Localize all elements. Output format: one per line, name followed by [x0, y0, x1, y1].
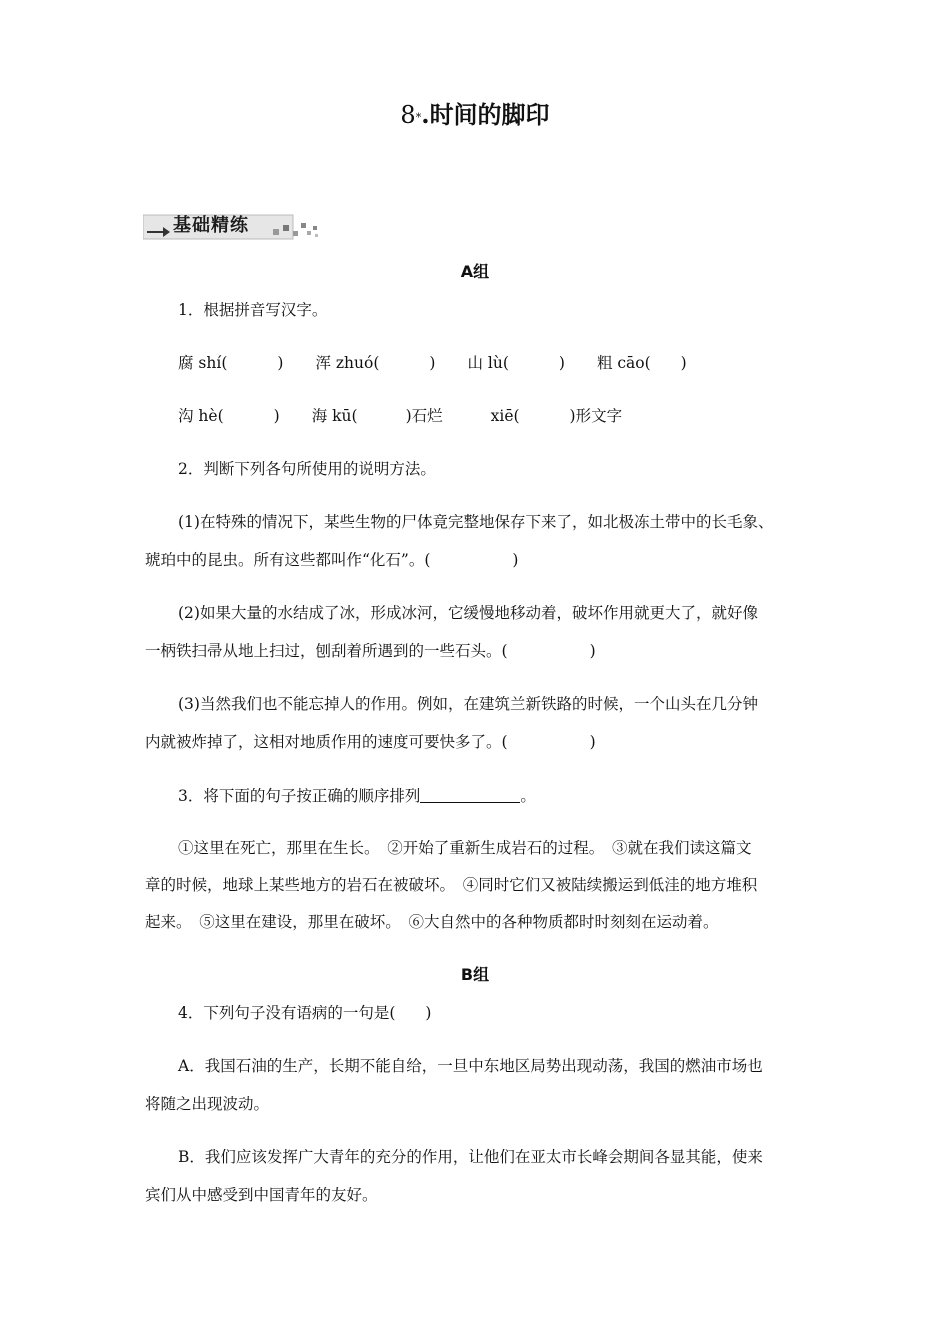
q1-r1-3: ) — [429, 354, 436, 372]
q1-r2-4: xiē( — [490, 407, 520, 425]
q2-s1-text: 琥珀中的昆虫。所有这些都叫作“化石”。( — [145, 551, 431, 569]
q2-s3-line2 — [145, 732, 596, 752]
q1-r2-0: 沟 hè( — [178, 407, 224, 425]
banner-label: 基础精练 — [173, 215, 249, 236]
q4-option-a-line1: A．我国石油的生产，长期不能自给，一旦中东地区局势出现动荡，我国的燃油市场也 — [178, 1057, 763, 1075]
q2-s2-text: 一柄铁扫帚从地上扫过，刨刮着所遇到的一些石头。( — [145, 642, 508, 660]
group-b-heading: B组 — [460, 965, 490, 984]
lesson-star: * — [415, 111, 422, 124]
group-a-heading: A组 — [460, 262, 490, 281]
q3-stem-end: 。 — [520, 787, 536, 805]
q4-option-b-line2: 宾们从中感受到中国青年的友好。 — [145, 1186, 378, 1204]
q2-s2-line2 — [145, 641, 596, 661]
q4-stem-line — [178, 1003, 431, 1023]
q2-s3-line1: (3)当然我们也不能忘掉人的作用。例如，在建筑兰新铁路的时候，一个山头在几分钟 — [178, 695, 758, 713]
q2-s1-line2 — [145, 550, 518, 570]
q1-r1-0: 腐 shí( — [178, 354, 228, 372]
q2-s1-line1: (1)在特殊的情况下，某些生物的尸体竟完整地保存下来了，如北极冻土带中的长毛象、 — [178, 513, 774, 531]
q1-r1-1: ) — [277, 354, 284, 372]
q2-s2-line1: (2)如果大量的水结成了冰，形成冰河，它缓慢地移动着，破坏作用就更大了，就好像 — [178, 604, 758, 622]
q1-r1-5: ) — [558, 354, 565, 372]
q3-answer-blank — [420, 786, 520, 803]
q2-s1-close: ) — [512, 551, 519, 569]
q1-r1-2: 浑 zhuó( — [315, 354, 380, 372]
q1-r1-7: ) — [680, 354, 687, 372]
q4-option-b-line1: B．我们应该发挥广大青年的充分的作用，让他们在亚太市长峰会期间各显其能，使来 — [178, 1148, 763, 1166]
q2-s3-text: 内就被炸掉了，这相对地质作用的速度可要快多了。( — [145, 733, 508, 751]
q1-stem: 1．根据拼音写汉字。 — [178, 301, 328, 319]
q1-r1-6: 粗 cāo( — [596, 354, 651, 372]
q3-stem-line — [178, 786, 536, 806]
q2-s3-close: ) — [589, 733, 596, 751]
title-text: 时间的脚印 — [429, 100, 550, 129]
page-title — [0, 100, 950, 133]
q3-line2: 章的时候，地球上某些地方的岩石在被破坏。 ④同时它们又被陆续搬运到低洼的地方堆积 — [145, 876, 758, 894]
q1-row2 — [178, 406, 622, 426]
q4-stem: 4．下列句子没有语病的一句是( — [178, 1004, 396, 1022]
q1-r2-5: )形文字 — [569, 407, 623, 425]
q1-row1 — [178, 353, 687, 373]
q1-r1-4: 山 lù( — [467, 354, 509, 372]
section-banner — [143, 213, 321, 241]
q1-r2-2: 海 kū( — [311, 407, 358, 425]
q3-stem: 3．将下面的句子按正确的顺序排列 — [178, 787, 421, 805]
q2-s2-close: ) — [589, 642, 596, 660]
q3-line3: 起来。 ⑤这里在建设，那里在破坏。 ⑥大自然中的各种物质都时时刻刻在运动着。 — [145, 913, 719, 931]
q1-r2-3: )石烂 — [405, 407, 443, 425]
q4-stem-close: ) — [425, 1004, 432, 1022]
q1-r2-1: ) — [273, 407, 280, 425]
title-dot: . — [421, 100, 430, 129]
q4-option-a-line2: 将随之出现波动。 — [145, 1095, 270, 1113]
q2-stem: 2．判断下列各句所使用的说明方法。 — [178, 460, 436, 478]
q3-line1: ①这里在死亡，那里在生长。 ②开始了重新生成岩石的过程。 ③就在我们读这篇文 — [178, 839, 752, 857]
lesson-number: 8 — [400, 101, 416, 129]
